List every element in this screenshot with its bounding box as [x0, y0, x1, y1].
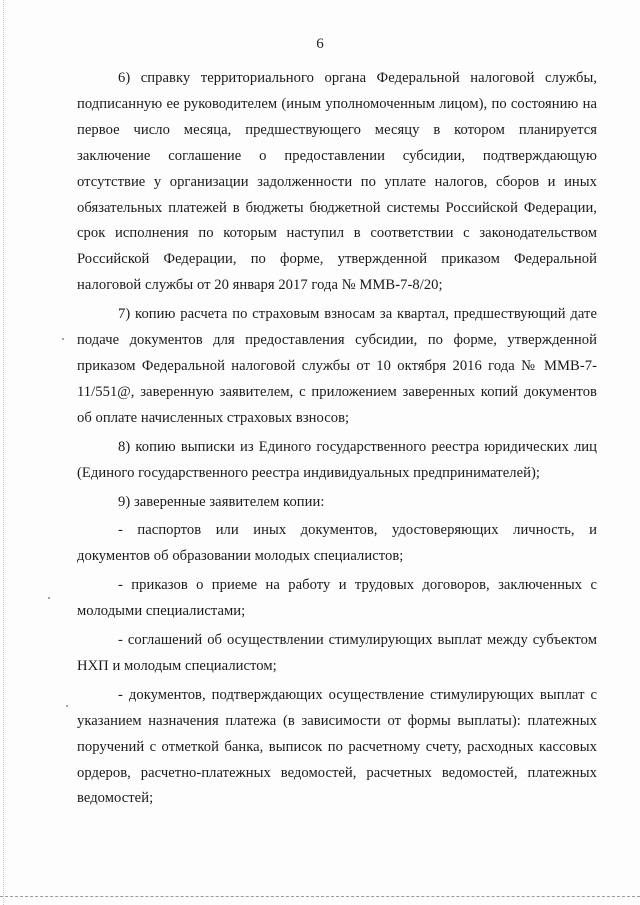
document-body [77, 66, 597, 812]
page-number: 6 [316, 36, 324, 52]
paragraph-orders: - приказов о приеме на работу и трудовых договоров, заключенных с молодыми специалистами; [77, 577, 597, 620]
scan-speck [66, 705, 68, 707]
paragraph-payment-documents: - документов, подтверждающих осуществление стимулирующих выплат с указанием назначения платежа (в зависимости от формы выплаты): платежных поручений с отметкой банка, выписок по расчетному счету, расходных кассовых ордеров, расчетно-платежных ведомостей, расчетных ведомостей, платежных ведомостей; [77, 686, 597, 807]
paragraph-agreements: - соглашений об осуществлении стимулирующих выплат между субъектом НХП и молодым специалистом; [77, 632, 597, 674]
scan-speck [48, 597, 50, 599]
paragraph-passports: - паспортов или иных документов, удостоверяющих личность, и документов об образовании молодых специалистов; [77, 522, 597, 565]
paragraph-item-9: 9) заверенные заявителем копии: [118, 493, 325, 510]
scan-speck [62, 338, 64, 340]
paragraph-item-7: 7) копию расчета по страховым взносам за квартал, предшествующий дате подаче документов для предоставления субсидии, по форме, утвержденной приказом Федеральной налоговой службы от 10 октября 2016 года № ММВ-7-11/551@, заверенную заявителем, с приложением заверенных копий документов об оплате начисленных страховых взносов; [77, 306, 597, 426]
paragraph-item-6: 6) справку территориального органа Федеральной налоговой службы, подписанную ее руководителем (иным уполномоченным лицом), по состоянию на первое число месяца, предшествующего месяцу в котором планируется заключение соглашение о предоставлении субсидии, подтверждающую отсутствие у организации задолженности по уплате налогов, сборов и иных обязательных платежей в бюджеты бюджетной системы Российской Федерации, срок исполнения по которым наступил в соответствии с законодательством Российской Федерации, по форме, утвержденной приказом Федеральной налоговой службы от 20 января 2017 года № ММВ-7-8/20; [77, 70, 597, 294]
paragraph-item-8: 8) копию выписки из Единого государственного реестра юридических лиц (Единого государственного реестра индивидуальных предпринимателей); [77, 438, 597, 481]
scan-edge-line [3, 0, 4, 905]
scan-bottom-line [0, 896, 640, 897]
